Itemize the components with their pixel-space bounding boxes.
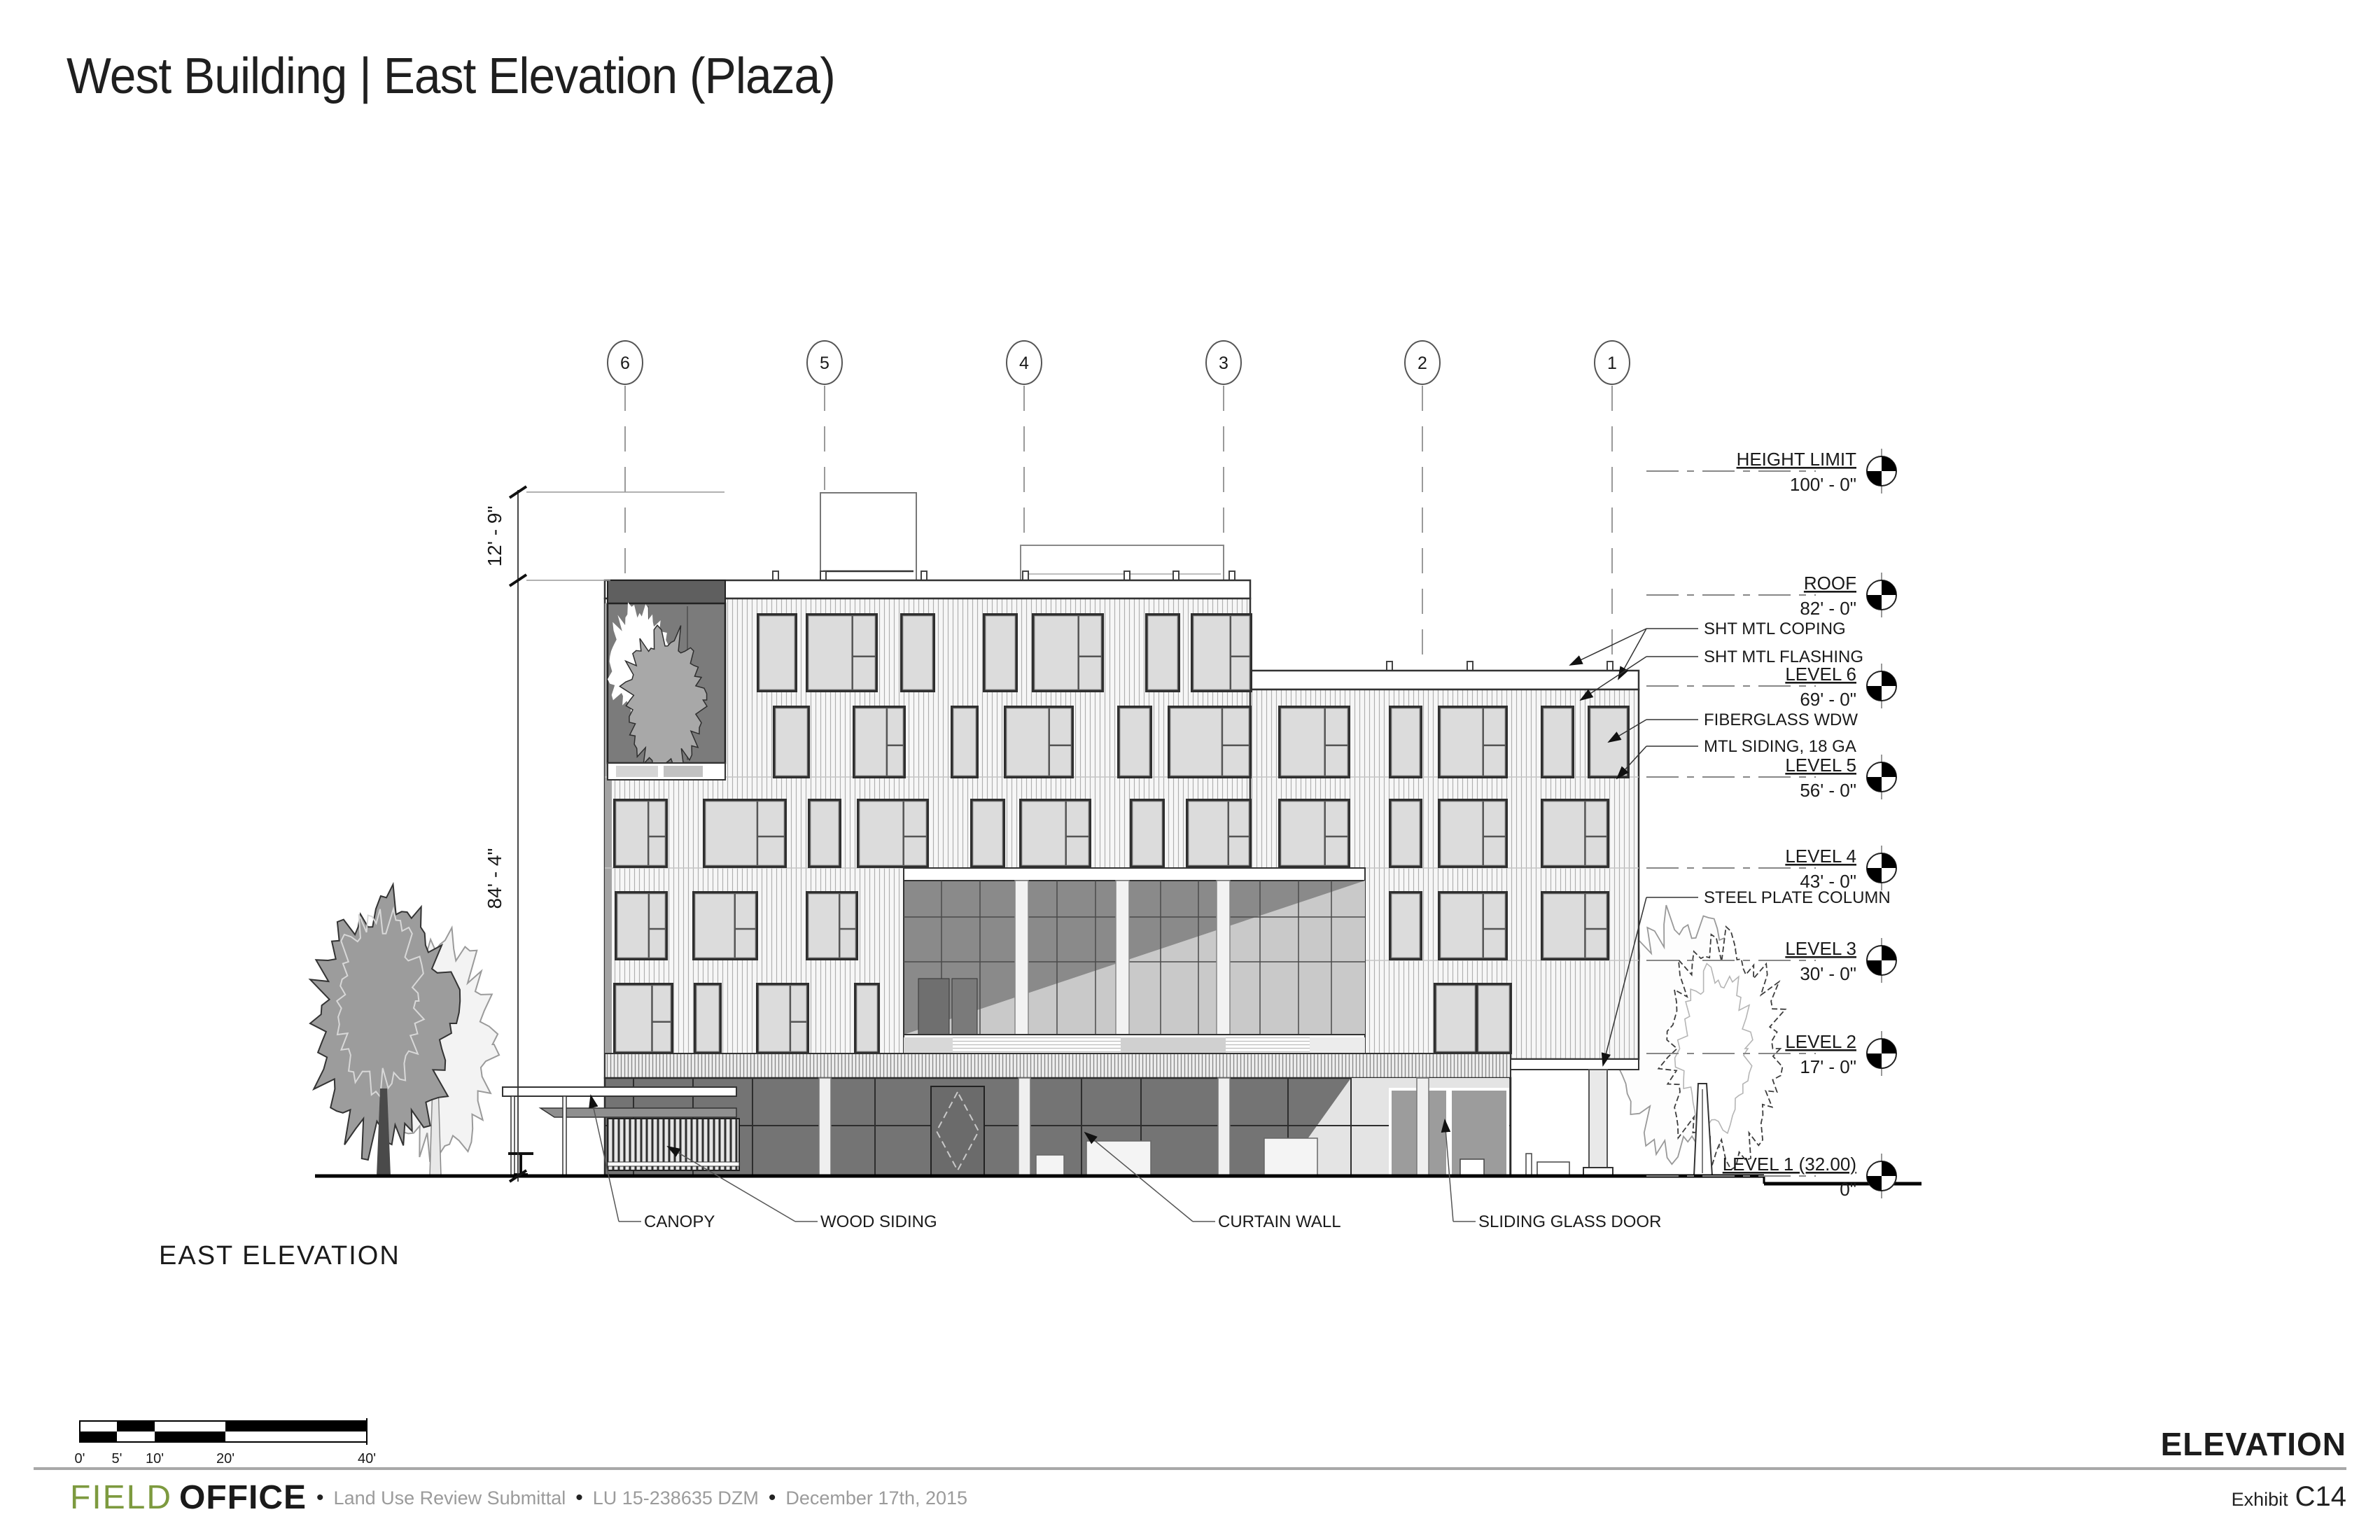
- scale-tick: 20': [216, 1451, 235, 1466]
- spot-elevation-icon: [1867, 938, 1896, 983]
- window: [1441, 894, 1505, 958]
- scale-tick: 10': [145, 1451, 164, 1466]
- window: [616, 986, 671, 1051]
- window: [1436, 986, 1475, 1051]
- bullet-separator: •: [316, 1486, 324, 1509]
- scale-tick: 40': [357, 1451, 377, 1466]
- window: [1035, 616, 1101, 690]
- dimension-string: [484, 486, 610, 1182]
- page-title: West Building | East Elevation (Plaza): [66, 48, 835, 104]
- level-name: LEVEL 6: [1785, 664, 1856, 685]
- window: [1148, 616, 1177, 690]
- entry-door: [931, 1086, 984, 1176]
- grid-bubble-label: 2: [1418, 354, 1427, 373]
- exhibit-number: C14: [2295, 1481, 2346, 1512]
- firm-name-field: FIELD: [70, 1479, 173, 1516]
- window: [1392, 894, 1420, 958]
- window: [1189, 802, 1249, 865]
- window: [760, 616, 794, 690]
- svg-text:CANOPY: CANOPY: [644, 1212, 715, 1231]
- level-name: LEVEL 3: [1785, 938, 1856, 959]
- level-elevation: 100' - 0": [1789, 474, 1856, 495]
- window: [808, 894, 855, 958]
- footer-firm-line: [70, 1478, 967, 1517]
- sheet-title: ELEVATION: [2160, 1426, 2346, 1462]
- spot-elevation-icon: [1867, 846, 1896, 890]
- svg-text:MTL SIDING, 18 GA: MTL SIDING, 18 GA: [1704, 737, 1856, 756]
- level-datum: [1646, 755, 1896, 801]
- exhibit-label: Exhibit: [2231, 1489, 2288, 1510]
- grid-bubble-label: 6: [620, 354, 630, 373]
- window: [1544, 708, 1572, 776]
- roof-penthouse: [820, 493, 916, 580]
- curtain-column: [1015, 881, 1028, 1035]
- level-elevation: 56' - 0": [1800, 780, 1856, 801]
- submittal-text: Land Use Review Submittal: [333, 1488, 566, 1508]
- window: [776, 708, 807, 776]
- window: [1441, 802, 1505, 865]
- svg-text:STEEL PLATE COLUMN: STEEL PLATE COLUMN: [1704, 888, 1891, 907]
- level-datum: [1646, 449, 1896, 495]
- window: [808, 616, 875, 690]
- window: [617, 894, 665, 958]
- bullet-separator: •: [575, 1486, 583, 1509]
- level-name: LEVEL 4: [1785, 846, 1856, 867]
- level-elevation: 30' - 0": [1800, 963, 1856, 984]
- window: [1194, 616, 1250, 690]
- view-label: EAST ELEVATION: [159, 1241, 400, 1270]
- storefront-column: [1218, 1078, 1230, 1176]
- footer-divider: [34, 1467, 2346, 1470]
- window: [1281, 802, 1348, 865]
- svg-text:SHT MTL FLASHING: SHT MTL FLASHING: [1704, 648, 1864, 666]
- window: [1120, 708, 1149, 776]
- window: [1022, 802, 1088, 865]
- tree-right: [1618, 905, 1786, 1176]
- window: [1281, 708, 1348, 776]
- ground-line: [315, 1176, 1921, 1184]
- scale-bar: [75, 1418, 377, 1466]
- dimension-lower: 84' - 4": [484, 848, 505, 909]
- window: [903, 616, 932, 690]
- submittal-date: December 17th, 2015: [785, 1488, 968, 1508]
- storefront-column: [1417, 1078, 1429, 1176]
- level-datum: [1646, 846, 1896, 892]
- level-name: LEVEL 1 (32.00): [1722, 1154, 1856, 1175]
- scale-tick: 5': [111, 1451, 122, 1466]
- case-number: LU 15-238635 DZM: [592, 1488, 759, 1508]
- window: [986, 616, 1015, 690]
- level-name: LEVEL 5: [1785, 755, 1856, 776]
- grid-bubbles: [608, 341, 1630, 384]
- steel-plate-column: [1589, 1070, 1607, 1168]
- svg-text:WOOD SIDING: WOOD SIDING: [820, 1212, 937, 1231]
- level-elevation: 0": [1840, 1179, 1856, 1200]
- spot-elevation-icon: [1867, 449, 1896, 493]
- grid-bubble-label: 4: [1019, 354, 1029, 373]
- window: [1544, 894, 1606, 958]
- building: [503, 492, 1639, 1176]
- window: [616, 802, 665, 865]
- window: [696, 986, 719, 1051]
- tree-left: [310, 884, 499, 1176]
- level-name: LEVEL 2: [1785, 1031, 1856, 1052]
- curtain-column: [1116, 881, 1129, 1035]
- right-volume-parapet: [1250, 671, 1639, 690]
- level-elevation: 43' - 0": [1800, 871, 1856, 892]
- window: [811, 802, 839, 865]
- window: [857, 986, 877, 1051]
- window: [1170, 708, 1249, 776]
- window: [759, 986, 806, 1051]
- grid-bubble-label: 1: [1607, 354, 1617, 373]
- roof-mech-unit: [1021, 545, 1224, 580]
- exhibit-tag: [2232, 1481, 2346, 1513]
- window: [695, 894, 755, 958]
- window: [1133, 802, 1162, 865]
- level-elevation: 82' - 0": [1800, 598, 1856, 619]
- window: [973, 802, 1002, 865]
- scale-tick: 0': [74, 1451, 85, 1466]
- curtain-column: [1217, 881, 1230, 1035]
- svg-text:FIBERGLASS WDW: FIBERGLASS WDW: [1704, 710, 1858, 729]
- level-datum: [1646, 664, 1896, 710]
- window: [855, 708, 903, 776]
- level-elevation: 17' - 0": [1800, 1056, 1856, 1077]
- storefront: [605, 1078, 1511, 1176]
- svg-text:SLIDING GLASS DOOR: SLIDING GLASS DOOR: [1478, 1212, 1662, 1231]
- grid-bubble-label: 5: [820, 354, 830, 373]
- grid-bubble-label: 3: [1219, 354, 1228, 373]
- storefront-column: [819, 1078, 831, 1176]
- spot-elevation-icon: [1867, 755, 1896, 799]
- level-name: HEIGHT LIMIT: [1736, 449, 1856, 470]
- sliding-glass-door-panels: [1390, 1089, 1508, 1176]
- window: [860, 802, 926, 865]
- spot-elevation-icon: [1867, 664, 1896, 708]
- level-datum: [1646, 573, 1896, 619]
- spot-elevation-icon: [1867, 1154, 1896, 1198]
- wood-siding-band: [605, 1054, 1511, 1078]
- curtain-wall: [904, 868, 1365, 1035]
- window: [706, 802, 784, 865]
- window: [953, 708, 976, 776]
- window: [1392, 802, 1420, 865]
- level-elevation: 69' - 0": [1800, 689, 1856, 710]
- svg-text:SHT MTL COPING: SHT MTL COPING: [1704, 620, 1846, 638]
- window: [1007, 708, 1071, 776]
- window: [1441, 708, 1505, 776]
- storefront-column: [1018, 1078, 1030, 1176]
- firm-name-office: OFFICE: [179, 1479, 307, 1516]
- dimension-upper: 12' - 9": [484, 505, 505, 567]
- spot-elevation-icon: [1867, 573, 1896, 617]
- level-name: ROOF: [1803, 573, 1856, 594]
- bullet-separator: •: [768, 1486, 776, 1509]
- window: [1392, 708, 1420, 776]
- window: [1544, 802, 1606, 865]
- trellis-panel: [608, 580, 725, 780]
- spot-elevation-icon: [1867, 1031, 1896, 1076]
- svg-text:CURTAIN WALL: CURTAIN WALL: [1218, 1212, 1341, 1231]
- window: [1478, 986, 1509, 1051]
